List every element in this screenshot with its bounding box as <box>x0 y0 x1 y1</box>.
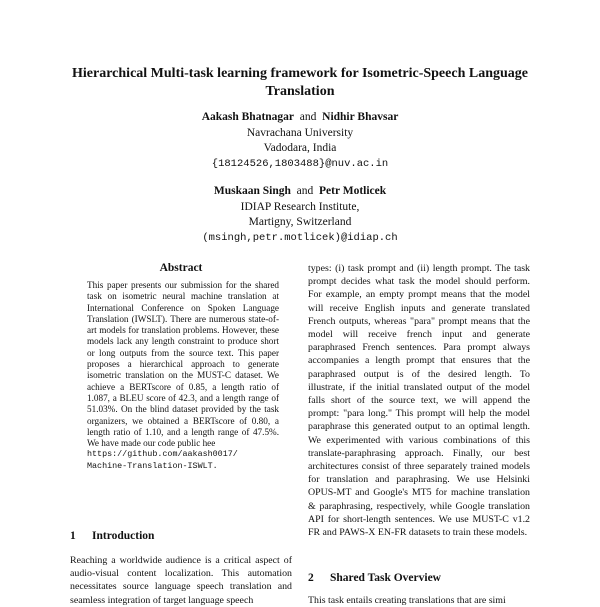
author-conjunction: and <box>296 185 314 197</box>
author-names-2 <box>60 184 540 200</box>
author-names-1 <box>60 110 540 126</box>
author-name: Aakash Bhatnagar <box>201 111 295 123</box>
code-link-continued[interactable]: Machine-Translation-ISWLT. <box>87 460 218 471</box>
abstract-text: This paper presents our submission for the shared task on isometric neural machine translation at International Conference on Spoken Language Translation (IWSLT). There are numerous state-of-art models for translation problems. However, these models lack any length constraint to produce short or long outputs from the source text. This paper proposes a hierarchical approach to generate isometric translation on the MUST-C dataset. We achieve a BERTscore of 0.85, a length ratio of 1.087, a BLEU score of 42.3, and a length range of 51.03%. On the blind dataset provided by the task organizers, we obtained a BERTscore of 0.80, a length ratio of 1.10, and a length range of 47.5%. We have made our code public hee <box>87 280 279 449</box>
author-location: Martigny, Switzerland <box>248 216 352 228</box>
author-conjunction: and <box>299 111 317 123</box>
introduction-body: Reaching a worldwide audience is a critical aspect of audio-visual content localization. This automation necessitates source language speech translation and seamless integration of target language speech <box>70 555 292 606</box>
author-email: {18124526,1803488}@nuv.ac.in <box>211 157 389 170</box>
author-block-2 <box>60 184 540 246</box>
author-affiliation: IDIAP Research Institute, <box>240 200 360 213</box>
section-title: Shared Task Overview <box>330 572 441 584</box>
author-block-1 <box>60 110 540 172</box>
author-email: (msingh,petr.motlicek)@idiap.ch <box>202 231 398 244</box>
author-location: Vadodara, India <box>263 142 337 154</box>
section-number: 2 <box>308 572 314 584</box>
author-name: Nidhir Bhavsar <box>322 111 399 123</box>
abstract-heading: Abstract <box>159 262 203 274</box>
code-link[interactable]: https://github.com/aakash0017/ <box>87 449 238 460</box>
shared-task-body: This task entails creating translations that are simi <box>308 595 506 606</box>
author-name: Muskaan Singh <box>213 185 291 197</box>
section-number: 1 <box>70 530 76 542</box>
author-affiliation: Navrachana University <box>246 126 354 139</box>
right-column-body: types: (i) task prompt and (ii) length prompt. The task prompt decides what task the model should perform. For example, an empty prompt means that the model will receive English inputs and generate translated French outputs, whereas "para" prompt means that the model will receive french input and generate paraphrased French sentences. Para prompt always accompanies a length prompt that ensures that the paraphrased output is of the desired length. To illustrate, if the initial translated output of the model falls short of the source text, we will append the prompt: "para long." This prompt will help the model paraphrase this generated output to an optimal length. We experimented with various combinations of this translate-paraphrasing approach. Finally, our best architectures consist of three separately trained models for translation and paraphrasing. We use Helsinki OPUS-MT and Google's MT5 for machine translation & paraphrasing, respectively, while Google translation API for short-length sentences. We use MUST-C v1.2 FR and PAWS-X EN-FR datasets to train these models. <box>308 263 530 539</box>
paper-title: Hierarchical Multi-task learning framework for Isometric-Speech Language Translation <box>72 66 528 99</box>
author-name: Petr Motlicek <box>318 185 387 197</box>
section-heading-shared-task <box>308 572 441 584</box>
section-title: Introduction <box>92 530 155 542</box>
abstract-body <box>87 280 279 472</box>
section-heading-introduction <box>70 530 154 542</box>
